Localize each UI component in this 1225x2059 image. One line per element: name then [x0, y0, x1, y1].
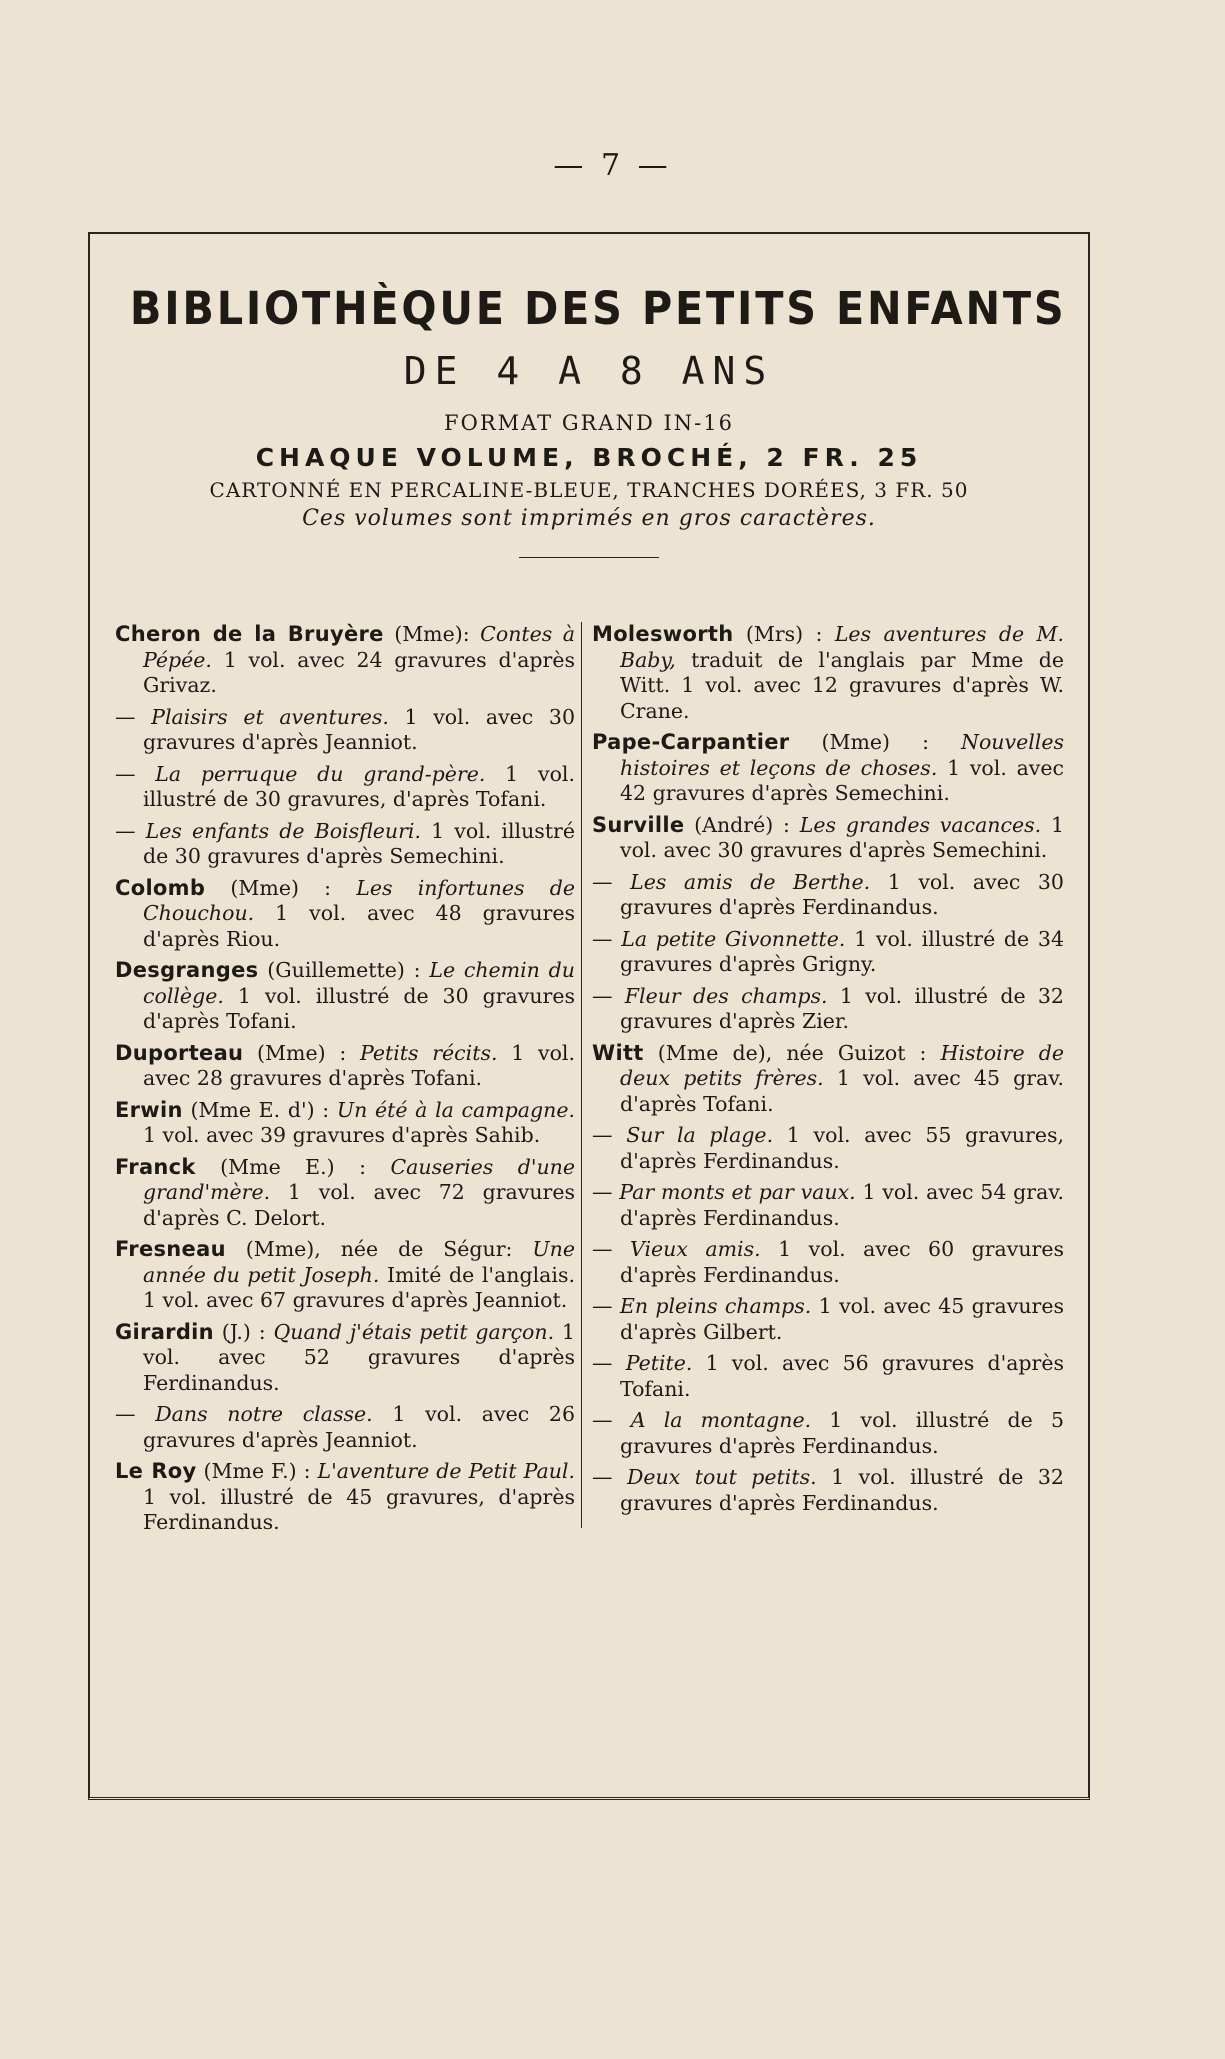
catalog-entry — [115, 622, 575, 699]
entry-description: 1 vol. avec 42 gravures d'après Semechini. — [620, 755, 1064, 805]
entry-qualifier: — — [592, 869, 631, 894]
entry-qualifier: — — [592, 1123, 627, 1147]
entry-description: 1 vol. avec 45 gravures d'après Gilbert. — [620, 1294, 1064, 1344]
entry-qualifier: (Mme) : — [243, 1040, 360, 1065]
entry-title: Plaisirs et aventures. — [151, 704, 389, 729]
entry-qualifier: (Mme) : — [205, 875, 357, 900]
entry-qualifier: (Mrs) : — [733, 622, 835, 646]
entry-title: Vieux amis. — [630, 1237, 761, 1261]
entry-author: Desgranges — [115, 958, 259, 982]
entry-description: 1 vol. avec 55 gravures, d'après Ferdinandus. — [620, 1123, 1064, 1173]
catalog-entry — [592, 927, 1064, 978]
entry-title: L'aventure de Petit Paul. — [317, 1459, 575, 1483]
entry-author: Cheron de la Bruyère — [115, 622, 384, 646]
entry-title: Le chemin du collège. — [143, 958, 576, 1008]
entry-qualifier: — — [115, 761, 156, 786]
entry-description: 1 vol. avec 30 gravures d'après Ferdinandus. — [620, 869, 1064, 919]
catalog-entry — [115, 1237, 575, 1314]
entry-title: Dans notre classe. — [155, 1402, 373, 1426]
page-title: BIBLIOTHÈQUE DES PETITS ENFANTS — [129, 282, 1067, 335]
entry-title: Un été à la campagne. — [336, 1097, 575, 1122]
binding-line: CARTONNÉ EN PERCALINE-BLEUE, TRANCHES DORÉES, 3 FR. 50 — [209, 478, 969, 502]
catalog-entry — [592, 1041, 1064, 1118]
catalog-entry — [592, 730, 1064, 807]
entry-title: Les grandes vacances. — [799, 812, 1042, 837]
catalog-header — [90, 282, 1088, 558]
entry-qualifier: — — [115, 818, 146, 843]
entry-title: Les infortunes de Chouchou. — [143, 875, 575, 925]
entry-qualifier: — — [592, 1237, 630, 1261]
entry-description: 1 vol. illustré de 30 gravures, d'après Tofani. — [143, 761, 575, 811]
age-range-subtitle: DE 4 A 8 ANS — [403, 349, 775, 393]
entry-title: Quand j'étais petit garçon. — [273, 1319, 555, 1344]
entry-author: Franck — [115, 1154, 196, 1179]
entry-author: Duporteau — [115, 1040, 244, 1065]
entry-title: La petite Givonnette. — [621, 926, 846, 951]
catalog-entry — [592, 1180, 1064, 1231]
catalog-entry — [592, 813, 1064, 864]
entry-author: Fresneau — [115, 1237, 226, 1261]
entry-author: Witt — [592, 1040, 644, 1065]
catalog-entry — [592, 1294, 1064, 1345]
entry-author: Erwin — [115, 1097, 183, 1122]
entry-qualifier: (Guillemette) : — [258, 958, 430, 982]
entry-author: Molesworth — [592, 622, 734, 646]
entry-title: Fleur des champs. — [624, 983, 828, 1008]
entry-title: Causeries d'une grand'mère. — [143, 1154, 575, 1204]
entry-qualifier: (Mme E.) : — [195, 1154, 391, 1179]
entry-description: 1 vol. avec 60 gravures d'après Ferdinandus. — [620, 1237, 1064, 1287]
entry-description: 1 vol. avec 26 gravures d'après Jeanniot. — [143, 1402, 575, 1452]
entry-description: 1 vol. illustré de 30 gravures d'après Semechini. — [143, 818, 575, 868]
entry-title: La perruque du grand-père. — [155, 761, 486, 786]
entry-qualifier: — — [592, 1294, 620, 1318]
entry-title: Petite. — [625, 1351, 693, 1375]
catalog-entry — [115, 1155, 575, 1232]
entry-qualifier: (André) : — [684, 812, 800, 837]
entry-title: A la montagne. — [630, 1408, 812, 1432]
format-line: FORMAT GRAND IN-16 — [444, 411, 734, 435]
catalog-entry — [115, 1098, 575, 1149]
entry-description: 1 vol. illustré de 5 gravures d'après Ferdinandus. — [620, 1408, 1064, 1458]
entry-description: 1 vol. avec 30 gravures d'après Semechini. — [620, 812, 1064, 862]
entry-description: traduit de l'anglais par Mme de Witt. 1 vol. avec 12 gravures d'après W. Crane. — [620, 647, 1064, 723]
entry-title: Les aventures de M. Baby, — [620, 622, 1065, 672]
entry-qualifier: — — [592, 1465, 627, 1489]
entry-description: 1 vol. avec 48 gravures d'après Riou. — [143, 901, 575, 951]
entry-qualifier: — — [115, 704, 152, 729]
entry-description: 1 vol. avec 24 gravures d'après Grivaz. — [143, 647, 575, 697]
entry-qualifier: (Mme F.) : — [196, 1459, 318, 1483]
entry-title: En pleins champs. — [619, 1294, 812, 1318]
catalog-entry — [592, 1237, 1064, 1288]
entry-description: 1 vol. avec 39 gravures d'après Sahib. — [143, 1123, 541, 1147]
entry-qualifier: (Mme), née de Ségur: — [225, 1237, 533, 1261]
catalog-entry — [592, 870, 1064, 921]
entry-title: Par monts et par vaux. — [619, 1180, 856, 1204]
entry-description: 1 vol. illustré de 32 gravures d'après Ferdinandus. — [620, 1465, 1064, 1515]
catalog-entry — [115, 1459, 575, 1536]
entry-qualifier: (Mme E. d') : — [182, 1097, 337, 1122]
entry-description: 1 vol. avec 56 gravures d'après Tofani. — [620, 1351, 1064, 1401]
entry-author: Pape-Carpantier — [592, 730, 790, 754]
entry-description: 1 vol. avec 52 gravures d'après Ferdinandus. — [143, 1319, 575, 1395]
entry-author: Le Roy — [115, 1459, 197, 1483]
catalog-entry — [115, 819, 575, 870]
catalog-entry — [115, 876, 575, 953]
catalog-entry — [592, 1351, 1064, 1402]
entry-author: Girardin — [115, 1319, 214, 1344]
entry-title: Deux tout petits. — [626, 1465, 817, 1489]
entry-qualifier: (Mme): — [383, 622, 481, 646]
left-column — [115, 622, 575, 1542]
entry-description: Imité de l'anglais. 1 vol. avec 67 gravures d'après Jeanniot. — [143, 1262, 575, 1312]
catalog-columns — [90, 622, 1088, 1542]
page-number: — 7 — — [553, 148, 672, 183]
entry-description: 1 vol. avec 28 gravures d'après Tofani. — [143, 1040, 575, 1090]
entry-qualifier: (J.) : — [213, 1319, 274, 1344]
entry-title: Sur la plage. — [626, 1123, 774, 1147]
entry-description: 1 vol. illustré de 32 gravures d'après Zier. — [620, 983, 1064, 1033]
entry-description: 1 vol. avec 45 grav. d'après Tofani. — [620, 1066, 1064, 1116]
catalog-entry — [115, 705, 575, 756]
catalog-entry — [592, 1465, 1064, 1516]
entry-title: Petits récits. — [359, 1040, 498, 1065]
catalog-entry — [592, 622, 1064, 724]
entry-title: Histoire de deux petits frères. — [620, 1040, 1064, 1090]
right-column — [581, 622, 1064, 1528]
entry-description: 1 vol. illustré de 45 gravures, d'après Ferdinandus. — [143, 1484, 575, 1534]
entry-author: Surville — [592, 812, 685, 837]
entry-description: 1 vol. illustré de 30 gravures d'après Tofani. — [143, 983, 575, 1033]
entry-description: 1 vol. avec 72 gravures d'après C. Delort. — [143, 1180, 575, 1230]
entry-description: 1 vol. avec 30 gravures d'après Jeanniot. — [143, 704, 575, 754]
entry-title: Les amis de Berthe. — [630, 869, 871, 894]
catalog-entry — [592, 1123, 1064, 1174]
entry-qualifier: — — [592, 1351, 626, 1375]
catalog-entry — [115, 1041, 575, 1092]
catalog-entry — [115, 1402, 575, 1453]
catalog-entry — [115, 958, 575, 1035]
price-line: CHAQUE VOLUME, BROCHÉ, 2 FR. 25 — [255, 443, 923, 472]
catalog-entry — [115, 1320, 575, 1397]
entry-title: Contes à Pépée. — [143, 622, 576, 672]
entry-description: 1 vol. avec 54 grav. d'après Ferdinandus. — [620, 1180, 1064, 1230]
catalog-entry — [592, 1408, 1064, 1459]
entry-qualifier: — — [115, 1402, 156, 1426]
entry-title: Une année du petit Joseph. — [143, 1237, 575, 1287]
entry-author: Colomb — [115, 875, 206, 900]
entry-qualifier: — — [592, 983, 625, 1008]
catalog-entry — [592, 984, 1064, 1035]
entry-qualifier: (Mme) : — [789, 730, 962, 754]
divider — [519, 557, 659, 558]
entry-qualifier: — — [592, 926, 622, 951]
catalog-frame — [88, 232, 1090, 1800]
entry-qualifier: — — [592, 1408, 631, 1432]
entry-qualifier: (Mme de), née Guizot : — [643, 1040, 941, 1065]
entry-qualifier: — — [592, 1180, 620, 1204]
entry-title: Les enfants de Boisfleuri. — [145, 818, 422, 843]
entry-description: 1 vol. illustré de 34 gravures d'après Grigny. — [620, 926, 1064, 976]
catalog-entry — [115, 762, 575, 813]
print-note: Ces volumes sont imprimés en gros caractères. — [302, 506, 876, 531]
entry-title: Nouvelles histoires et leçons de choses. — [620, 730, 1064, 780]
